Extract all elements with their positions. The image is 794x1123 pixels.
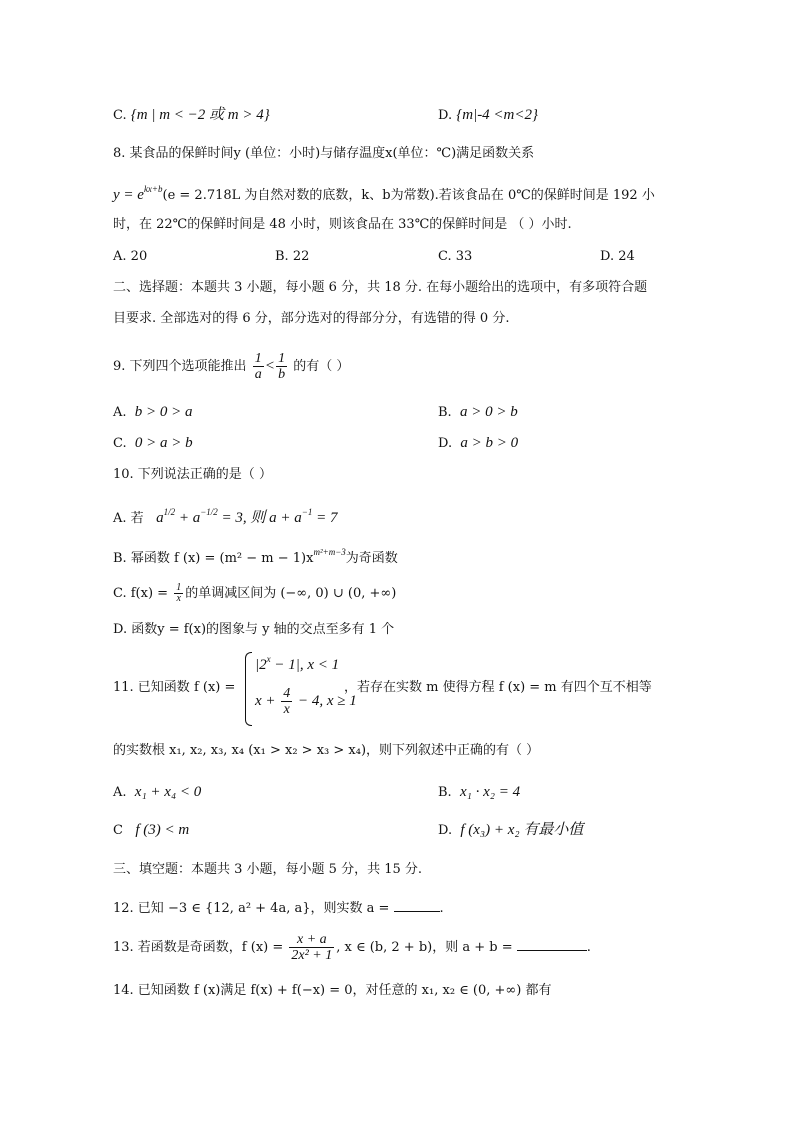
q11-option-b-label: B. [438, 785, 452, 800]
q11-case1-abs: |2 [255, 657, 267, 673]
q11-case-1 [255, 654, 339, 674]
q9-frac2-den: b [278, 367, 286, 382]
q10-option-a-label: A. 若 [113, 511, 144, 526]
q7-option-d-text: {m|-4 <m<2} [456, 107, 539, 123]
q7-option-c-text: {m | m < −2 或 m > 4} [130, 107, 270, 123]
q13-prefix: 13. 若函数是奇函数，f (x) = [113, 940, 288, 955]
q8-option-a [113, 248, 147, 266]
q8-stem-line2-rest: (e = 2.718L 为自然对数的底数，k、b为常数).若该食品在 0℃的保鲜时间是 192 小 [162, 188, 655, 203]
q11-case2-fraction [281, 686, 292, 717]
q10-a-exp1: 1/2 [163, 507, 176, 517]
q8-formula-exponent: kx+b [143, 184, 163, 194]
q7-option-c-label: C. [113, 108, 127, 123]
q8-stem-line1: 8. 某食品的保鲜时间y (单位：小时)与储存温度x(单位：℃)满足函数关系 [113, 146, 535, 161]
q8-stem-line3: 时，在 22℃的保鲜时间是 48 小时，则该食品在 33℃的保鲜时间是 （ ）小时. [113, 217, 572, 232]
q11-option-a [113, 783, 201, 802]
q10-a-exp3: −1 [301, 507, 313, 517]
q9-stem-prefix: 9. 下列四个选项能推出 [113, 359, 247, 374]
q9-fraction-1-over-b [276, 351, 287, 382]
q8-option-d [600, 248, 635, 266]
q13-frac-den: 2x² + 1 [291, 948, 333, 963]
q10-c-suffix: 的单调减区间为 (−∞, 0) ∪ (0, +∞) [185, 586, 397, 601]
q9-fraction-1-over-a [253, 351, 264, 382]
q11-case2-frac-den: x [283, 702, 290, 717]
q11-case2-pre: x + [255, 692, 280, 709]
q8-option-c [438, 248, 472, 266]
q11-option-d [438, 821, 583, 840]
q8-option-c-label: C. [438, 249, 452, 264]
q9-stem-suffix: 的有（ ） [293, 359, 350, 374]
q10-option-a [113, 501, 337, 530]
q10-c-prefix: C. f(x) = [113, 586, 173, 601]
q11-option-c-label: C [113, 823, 123, 838]
section2-heading-line1: 二、选择题：本题共 3 小题，每小题 6 分，共 18 分. 在每小题给出的选项中，有多项符合题 [113, 280, 648, 295]
q11-option-c [113, 821, 189, 840]
q9-option-d-text: a > b > 0 [460, 435, 519, 451]
q9-option-a-text: b > 0 > a [134, 404, 193, 420]
q13-suffix: . [586, 940, 591, 955]
q10-b-exponent: m²+m−3 [313, 547, 346, 557]
q10-a-exp2: −1/2 [200, 507, 218, 517]
q13-answer-blank[interactable] [517, 937, 587, 951]
q9-frac1-num: 1 [254, 351, 262, 366]
q9-option-b-text: a > 0 > b [459, 404, 518, 420]
q11-left-brace [245, 652, 252, 726]
q9-option-c-text: 0 > a > b [134, 435, 193, 451]
q11-option-b-text: x₁ · x₂ = 4 [459, 784, 521, 800]
q11-case1-exp: x [266, 654, 271, 664]
q9-frac1-den: a [254, 367, 262, 382]
q12-prefix: 12. 已知 −3 ∈ {12, a² + 4a, a}，则实数 a = [113, 901, 390, 916]
q8-formula: y = e [113, 187, 144, 203]
q11-case-2 [255, 686, 357, 717]
q10-c-frac-den: x [176, 593, 181, 604]
q11-option-d-text: f (x₃) + x₂ 有最小值 [460, 822, 584, 838]
q11-option-a-text: x₁ + x₄ < 0 [134, 784, 202, 800]
q9-option-d-label: D. [438, 436, 453, 451]
q11-case2-frac-num: 4 [283, 686, 291, 701]
q10-a-eq: = 3, 则 a + a [217, 510, 302, 526]
q8-option-d-text: 24 [618, 249, 635, 264]
q10-c-frac-num: 1 [176, 582, 182, 593]
q8-option-a-text: 20 [130, 249, 148, 264]
q9-option-a [113, 403, 193, 422]
q11-option-d-label: D. [438, 823, 453, 838]
q8-option-d-label: D. [600, 249, 615, 264]
q12-stem [113, 898, 444, 918]
q9-frac2-num: 1 [278, 351, 286, 366]
q11-stem-prefix: 11. 已知函数 f (x) = [113, 680, 236, 695]
q12-answer-blank[interactable] [394, 898, 440, 912]
q10-c-fraction [174, 583, 183, 604]
q8-option-b-label: B. [275, 249, 289, 264]
q9-less-than: < [265, 358, 275, 374]
q13-mid: , x ∈ (b, 2 + b)，则 a + b = [336, 940, 513, 955]
q9-option-a-label: A. [113, 405, 127, 420]
q10-a-plus: + a [175, 510, 201, 526]
q8-option-c-text: 33 [455, 249, 473, 264]
q7-option-d [438, 106, 538, 125]
q11-stem-suffix: ，若存在实数 m 使得方程 f (x) = m 有四个互不相等 [344, 680, 652, 695]
q10-option-b [113, 543, 398, 568]
q10-option-d: D. 函数y = f(x)的图象与 y 轴的交点至多有 1 个 [113, 622, 395, 637]
q9-option-b [438, 403, 518, 422]
q8-option-b [275, 248, 309, 266]
q8-option-a-label: A. [113, 249, 127, 264]
section2-heading-line2: 目要求. 全部选对的得 6 分，部分选对的得部分分，有选错的得 0 分. [113, 311, 510, 326]
q11-option-c-text: f (3) < m [135, 822, 190, 838]
q13-frac-num: x + a [289, 932, 334, 948]
q9-option-c-label: C. [113, 436, 127, 451]
q9-option-c [113, 434, 193, 453]
q11-option-b [438, 783, 520, 802]
q10-stem: 10. 下列说法正确的是（ ） [113, 467, 272, 482]
q10-option-c [113, 583, 396, 605]
q11-option-a-label: A. [113, 785, 127, 800]
q12-suffix: . [439, 901, 444, 916]
q8-stem-line2 [113, 180, 655, 205]
q8-option-b-text: 22 [292, 249, 310, 264]
q10-a-base1: a [156, 510, 164, 526]
q10-b-suffix: 为奇函数 [345, 551, 398, 566]
q9-stem [113, 349, 349, 384]
q7-option-d-label: D. [438, 108, 453, 123]
q13-stem [113, 930, 591, 966]
q7-option-c [113, 106, 270, 125]
q14-stem: 14. 已知函数 f (x)满足 f(x) + f(−x) = 0，对任意的 x₁, x₂ ∈ (0, +∞) 都有 [113, 983, 552, 998]
q10-a-result: = 7 [312, 510, 338, 526]
q9-option-d [438, 434, 518, 453]
section3-heading: 三、填空题：本题共 3 小题，每小题 5 分，共 15 分. [113, 862, 423, 877]
q11-stem-line2: 的实数根 x₁, x₂, x₃, x₄ (x₁ > x₂ > x₃ > x₄)，则下列叙述中正确的有（ ） [113, 743, 540, 758]
q11-case2-rest: − 4, x ≥ 1 [294, 692, 357, 709]
q9-option-b-label: B. [438, 405, 452, 420]
q10-b-prefix: B. 幂函数 f (x) = (m² − m − 1)x [113, 551, 314, 566]
q11-case1-rest: − 1|, x < 1 [270, 657, 340, 673]
q13-fraction [289, 932, 334, 963]
